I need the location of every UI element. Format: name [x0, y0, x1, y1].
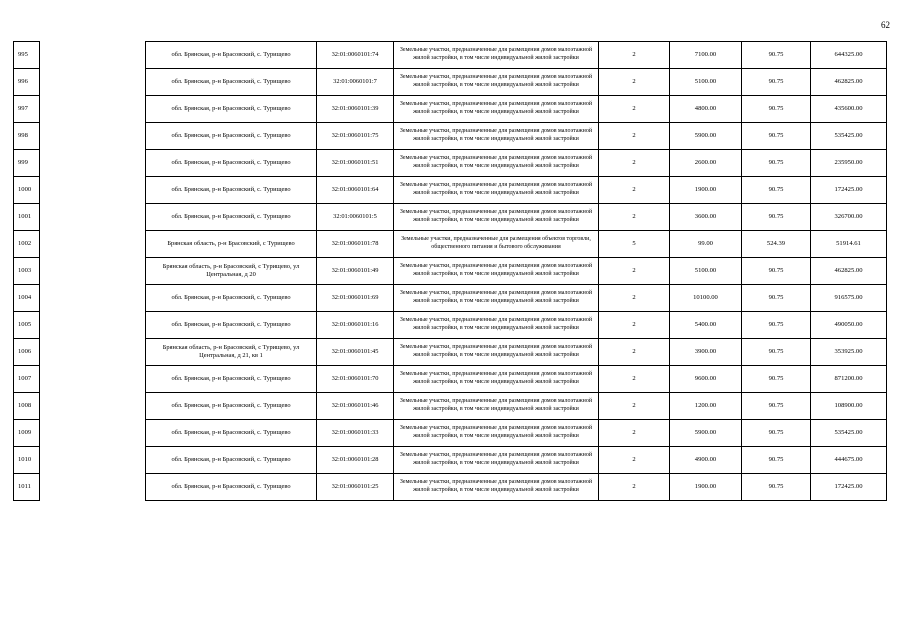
row-number-row	[14, 69, 40, 96]
row-number-cell: 1006	[14, 339, 40, 366]
row-number-cell: 1009	[14, 420, 40, 447]
rate-cell: 90.75	[742, 420, 811, 447]
address-cell: обл. Брянская, р-н Брасовский, с. Турищево	[146, 285, 317, 312]
cadastral-value-cell: 172425.00	[811, 177, 887, 204]
row-number-cell: 1003	[14, 258, 40, 285]
land-purpose-cell: Земельные участки, предназначенные для размещения домов малоэтажной жилой застройки, в том числе индивидуальной жилой застройки	[394, 447, 599, 474]
cadastral-value-cell: 535425.00	[811, 420, 887, 447]
row-number-cell: 999	[14, 150, 40, 177]
row-number-row	[14, 339, 40, 366]
area-cell: 7100.00	[670, 42, 742, 69]
row-number-cell: 1002	[14, 231, 40, 258]
cadastral-value-cell: 871200.00	[811, 366, 887, 393]
row-number-cell: 997	[14, 96, 40, 123]
row-number-row	[14, 258, 40, 285]
category-cell: 2	[599, 177, 670, 204]
rate-cell: 90.75	[742, 150, 811, 177]
area-cell: 10100.00	[670, 285, 742, 312]
table-row	[146, 339, 887, 366]
row-number-cell: 998	[14, 123, 40, 150]
cadastral-number-cell: 32:01:0060101:5	[317, 204, 394, 231]
category-cell: 2	[599, 393, 670, 420]
land-purpose-cell: Земельные участки, предназначенные для размещения домов малоэтажной жилой застройки, в том числе индивидуальной жилой застройки	[394, 474, 599, 501]
cadastral-value-cell: 462825.00	[811, 258, 887, 285]
category-cell: 2	[599, 123, 670, 150]
category-cell: 2	[599, 420, 670, 447]
row-number-cell: 1000	[14, 177, 40, 204]
table-row	[146, 393, 887, 420]
row-number-row	[14, 123, 40, 150]
area-cell: 99.00	[670, 231, 742, 258]
land-purpose-cell: Земельные участки, предназначенные для размещения домов малоэтажной жилой застройки, в том числе индивидуальной жилой застройки	[394, 150, 599, 177]
cadastral-number-cell: 32:01:0060101:75	[317, 123, 394, 150]
address-cell: обл. Брянская, р-н Брасовский, с. Турищево	[146, 177, 317, 204]
address-cell: Брянская область, р-н Брасовский, с Турищево, ул Центральная, д 20	[146, 258, 317, 285]
category-cell: 5	[599, 231, 670, 258]
table-row	[146, 177, 887, 204]
address-cell: Брянская область, р-н Брасовский, с Турищево, ул Центральная, д 21, кв 1	[146, 339, 317, 366]
table-row	[146, 96, 887, 123]
table-row	[146, 366, 887, 393]
rate-cell: 90.75	[742, 177, 811, 204]
land-purpose-cell: Земельные участки, предназначенные для размещения домов малоэтажной жилой застройки, в том числе индивидуальной жилой застройки	[394, 123, 599, 150]
row-number-cell: 1004	[14, 285, 40, 312]
category-cell: 2	[599, 204, 670, 231]
land-purpose-cell: Земельные участки, предназначенные для размещения домов малоэтажной жилой застройки, в том числе индивидуальной жилой застройки	[394, 339, 599, 366]
row-number-row	[14, 393, 40, 420]
address-cell: обл. Брянская, р-н Брасовский, с. Турищево	[146, 204, 317, 231]
land-purpose-cell: Земельные участки, предназначенные для размещения домов малоэтажной жилой застройки, в том числе индивидуальной жилой застройки	[394, 204, 599, 231]
row-number-cell: 1005	[14, 312, 40, 339]
land-purpose-cell: Земельные участки, предназначенные для размещения домов малоэтажной жилой застройки, в том числе индивидуальной жилой застройки	[394, 96, 599, 123]
cadastral-number-cell: 32:01:0060101:64	[317, 177, 394, 204]
table-row	[146, 258, 887, 285]
row-number-row	[14, 474, 40, 501]
row-number-row	[14, 204, 40, 231]
category-cell: 2	[599, 42, 670, 69]
table-row	[146, 474, 887, 501]
area-cell: 1900.00	[670, 474, 742, 501]
category-cell: 2	[599, 366, 670, 393]
address-cell: обл. Брянская, р-н Брасовский, с. Турищево	[146, 393, 317, 420]
land-plots-table	[145, 41, 887, 501]
cadastral-value-cell: 172425.00	[811, 474, 887, 501]
category-cell: 2	[599, 150, 670, 177]
cadastral-value-cell: 108900.00	[811, 393, 887, 420]
rate-cell: 90.75	[742, 393, 811, 420]
area-cell: 1900.00	[670, 177, 742, 204]
land-purpose-cell: Земельные участки, предназначенные для размещения домов малоэтажной жилой застройки, в том числе индивидуальной жилой застройки	[394, 420, 599, 447]
area-cell: 4800.00	[670, 96, 742, 123]
cadastral-number-cell: 32:01:0060101:74	[317, 42, 394, 69]
row-number-row	[14, 96, 40, 123]
table-row	[146, 150, 887, 177]
row-number-cell: 1007	[14, 366, 40, 393]
row-number-row	[14, 366, 40, 393]
row-number-row	[14, 420, 40, 447]
cadastral-number-cell: 32:01:0060101:45	[317, 339, 394, 366]
address-cell: обл. Брянская, р-н Брасовский, с. Турищево	[146, 69, 317, 96]
area-cell: 4900.00	[670, 447, 742, 474]
cadastral-value-cell: 51914.61	[811, 231, 887, 258]
rate-cell: 90.75	[742, 204, 811, 231]
land-purpose-cell: Земельные участки, предназначенные для размещения домов малоэтажной жилой застройки, в том числе индивидуальной жилой застройки	[394, 42, 599, 69]
cadastral-number-cell: 32:01:0060101:49	[317, 258, 394, 285]
row-number-cell: 996	[14, 69, 40, 96]
address-cell: обл. Брянская, р-н Брасовский, с. Турищево	[146, 312, 317, 339]
cadastral-number-cell: 32:01:0060101:25	[317, 474, 394, 501]
rate-cell: 90.75	[742, 312, 811, 339]
category-cell: 2	[599, 96, 670, 123]
address-cell: обл. Брянская, р-н Брасовский, с. Турищево	[146, 447, 317, 474]
cadastral-value-cell: 644325.00	[811, 42, 887, 69]
address-cell: обл. Брянская, р-н Брасовский, с. Турищево	[146, 42, 317, 69]
area-cell: 9600.00	[670, 366, 742, 393]
table-row	[146, 69, 887, 96]
table-row	[146, 447, 887, 474]
area-cell: 5400.00	[670, 312, 742, 339]
rate-cell: 90.75	[742, 69, 811, 96]
row-number-cell: 1011	[14, 474, 40, 501]
address-cell: обл. Брянская, р-н Брасовский, с. Турищево	[146, 123, 317, 150]
table-row	[146, 123, 887, 150]
table-row	[146, 231, 887, 258]
land-purpose-cell: Земельные участки, предназначенные для размещения домов малоэтажной жилой застройки, в том числе индивидуальной жилой застройки	[394, 69, 599, 96]
table-row	[146, 204, 887, 231]
address-cell: Брянская область, р-н Брасовский, с Турищево	[146, 231, 317, 258]
table-row	[146, 312, 887, 339]
category-cell: 2	[599, 312, 670, 339]
cadastral-value-cell: 916575.00	[811, 285, 887, 312]
cadastral-number-cell: 32:01:0060101:33	[317, 420, 394, 447]
category-cell: 2	[599, 339, 670, 366]
land-purpose-cell: Земельные участки, предназначенные для размещения домов малоэтажной жилой застройки, в том числе индивидуальной жилой застройки	[394, 366, 599, 393]
rate-cell: 90.75	[742, 258, 811, 285]
cadastral-value-cell: 444675.00	[811, 447, 887, 474]
area-cell: 3600.00	[670, 204, 742, 231]
cadastral-value-cell: 326700.00	[811, 204, 887, 231]
cadastral-value-cell: 462825.00	[811, 69, 887, 96]
row-number-column	[13, 41, 40, 501]
land-purpose-cell: Земельные участки, предназначенные для размещения домов малоэтажной жилой застройки, в том числе индивидуальной жилой застройки	[394, 393, 599, 420]
row-number-row	[14, 150, 40, 177]
area-cell: 5100.00	[670, 258, 742, 285]
rate-cell: 90.75	[742, 285, 811, 312]
category-cell: 2	[599, 258, 670, 285]
area-cell: 5900.00	[670, 123, 742, 150]
rate-cell: 90.75	[742, 339, 811, 366]
area-cell: 1200.00	[670, 393, 742, 420]
category-cell: 2	[599, 285, 670, 312]
cadastral-value-cell: 490050.00	[811, 312, 887, 339]
row-number-cell: 1008	[14, 393, 40, 420]
address-cell: обл. Брянская, р-н Брасовский, с. Турищево	[146, 420, 317, 447]
area-cell: 3900.00	[670, 339, 742, 366]
row-number-row	[14, 42, 40, 69]
rate-cell: 524.39	[742, 231, 811, 258]
row-number-cell: 1001	[14, 204, 40, 231]
rate-cell: 90.75	[742, 42, 811, 69]
cadastral-value-cell: 235950.00	[811, 150, 887, 177]
rate-cell: 90.75	[742, 447, 811, 474]
page-number: 62	[881, 20, 890, 30]
cadastral-number-cell: 32:01:0060101:78	[317, 231, 394, 258]
area-cell: 5100.00	[670, 69, 742, 96]
row-number-row	[14, 285, 40, 312]
cadastral-number-cell: 32:01:0060101:46	[317, 393, 394, 420]
table-row	[146, 285, 887, 312]
address-cell: обл. Брянская, р-н Брасовский, с. Турищево	[146, 150, 317, 177]
land-purpose-cell: Земельные участки, предназначенные для размещения домов малоэтажной жилой застройки, в том числе индивидуальной жилой застройки	[394, 258, 599, 285]
row-number-row	[14, 447, 40, 474]
row-number-row	[14, 231, 40, 258]
land-purpose-cell: Земельные участки, предназначенные для размещения объектов торговли, общественного питания и бытового обслуживания	[394, 231, 599, 258]
land-purpose-cell: Земельные участки, предназначенные для размещения домов малоэтажной жилой застройки, в том числе индивидуальной жилой застройки	[394, 285, 599, 312]
area-cell: 5900.00	[670, 420, 742, 447]
table-row	[146, 42, 887, 69]
category-cell: 2	[599, 474, 670, 501]
rate-cell: 90.75	[742, 366, 811, 393]
cadastral-number-cell: 32:01:0060101:7	[317, 69, 394, 96]
table-row	[146, 420, 887, 447]
cadastral-number-cell: 32:01:0060101:69	[317, 285, 394, 312]
row-number-cell: 995	[14, 42, 40, 69]
cadastral-number-cell: 32:01:0060101:16	[317, 312, 394, 339]
address-cell: обл. Брянская, р-н Брасовский, с. Турищево	[146, 474, 317, 501]
rate-cell: 90.75	[742, 96, 811, 123]
category-cell: 2	[599, 69, 670, 96]
cadastral-value-cell: 353925.00	[811, 339, 887, 366]
cadastral-number-cell: 32:01:0060101:51	[317, 150, 394, 177]
cadastral-number-cell: 32:01:0060101:70	[317, 366, 394, 393]
row-number-row	[14, 177, 40, 204]
cadastral-value-cell: 535425.00	[811, 123, 887, 150]
area-cell: 2600.00	[670, 150, 742, 177]
rate-cell: 90.75	[742, 123, 811, 150]
cadastral-number-cell: 32:01:0060101:28	[317, 447, 394, 474]
address-cell: обл. Брянская, р-н Брасовский, с. Турищево	[146, 366, 317, 393]
land-purpose-cell: Земельные участки, предназначенные для размещения домов малоэтажной жилой застройки, в том числе индивидуальной жилой застройки	[394, 312, 599, 339]
row-number-row	[14, 312, 40, 339]
category-cell: 2	[599, 447, 670, 474]
land-purpose-cell: Земельные участки, предназначенные для размещения домов малоэтажной жилой застройки, в том числе индивидуальной жилой застройки	[394, 177, 599, 204]
cadastral-number-cell: 32:01:0060101:39	[317, 96, 394, 123]
address-cell: обл. Брянская, р-н Брасовский, с. Турищево	[146, 96, 317, 123]
cadastral-value-cell: 435600.00	[811, 96, 887, 123]
row-number-cell: 1010	[14, 447, 40, 474]
rate-cell: 90.75	[742, 474, 811, 501]
